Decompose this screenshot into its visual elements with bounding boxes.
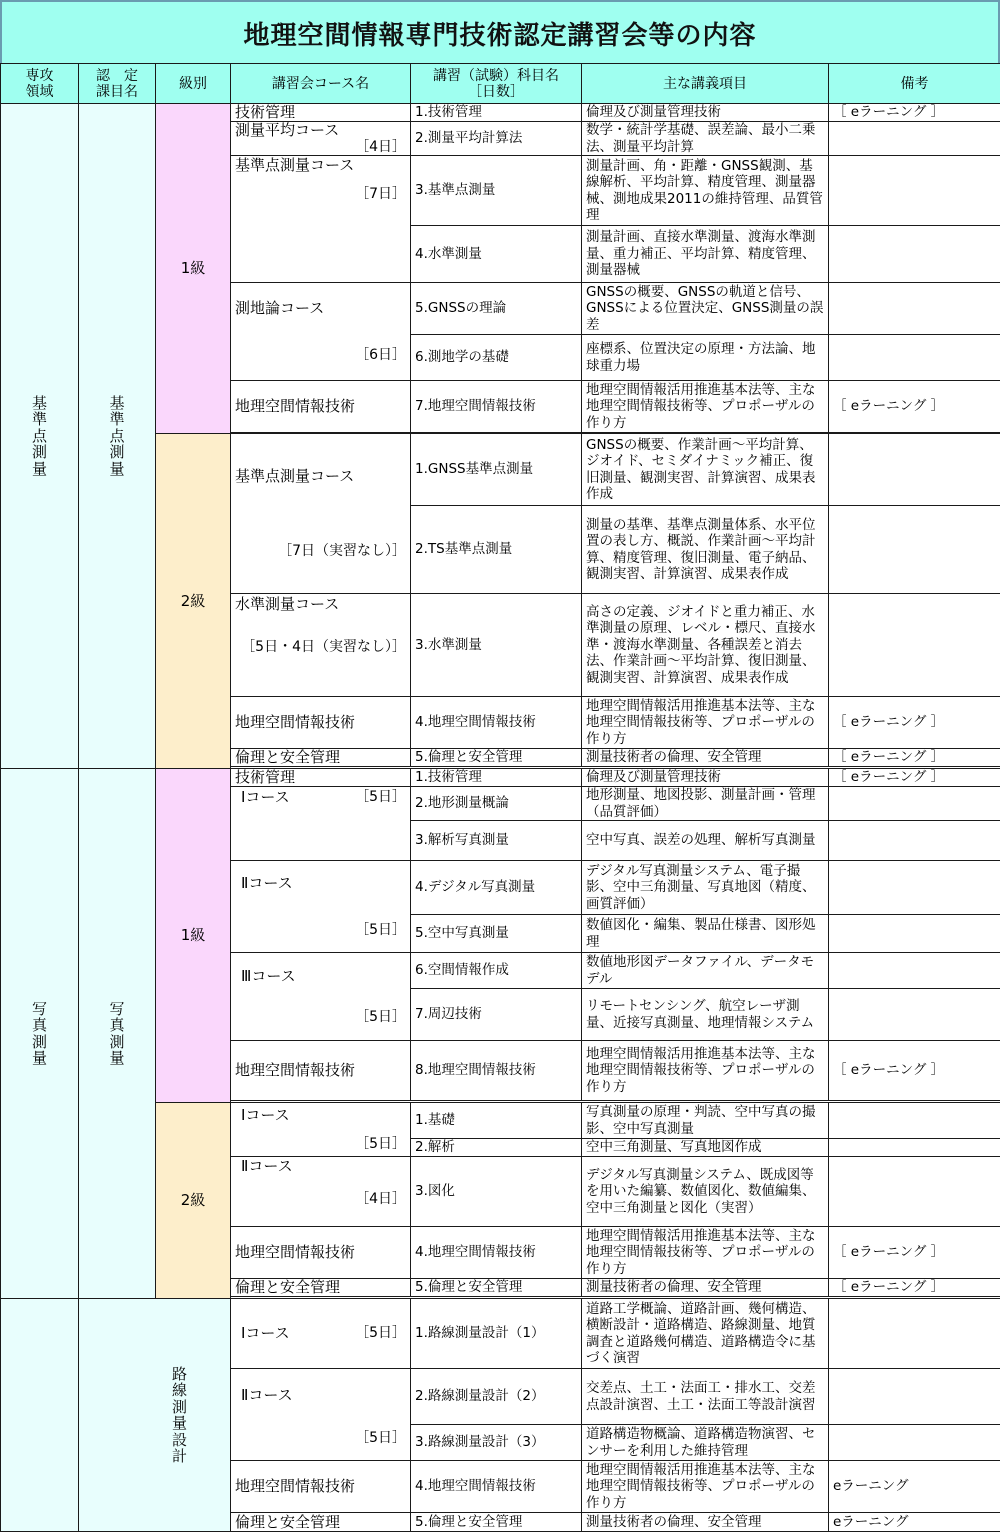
- remarks: [829, 594, 1000, 697]
- lecture-items: 倫理及び測量管理技術: [582, 104, 829, 122]
- lecture-items: 地理空間情報活用推進基本法等、主な地理空間情報技術等、プロポーザルの作り方: [582, 1227, 829, 1279]
- lecture-items: 地理空間情報活用推進基本法等、主な地理空間情報技術等、プロポーザルの作り方: [582, 1041, 829, 1101]
- lecture-items: 倫理及び測量管理技術: [582, 769, 829, 787]
- course-name: 地理空間情報技術: [231, 1461, 411, 1513]
- level-1: 1級: [156, 769, 231, 1103]
- course-rosen-2: Ⅱコース ［5日］: [231, 1369, 411, 1461]
- course-name: 地理空間情報技術: [231, 1041, 411, 1101]
- subject: 5.倫理と安全管理: [411, 749, 582, 767]
- cert-shashin: 写 真 測 量: [79, 769, 156, 1299]
- level-1: 1級: [156, 104, 231, 434]
- lecture-items: 測量技術者の倫理、安全管理: [582, 749, 829, 767]
- course-shashin-k1: Ⅰコース ［5日］: [231, 1103, 411, 1157]
- lecture-items: 測量の基準、基準点測量体系、水平位置の表し方、概説、作業計画～平均計算、精度管理、復旧測量、電子納品、観測実習、計算演習、成果表作成: [582, 506, 829, 594]
- header-level: 級別: [156, 64, 231, 104]
- lecture-items: 地理空間情報活用推進基本法等、主な地理空間情報技術等、プロポーザルの作り方: [582, 1461, 829, 1513]
- remarks: [829, 861, 1000, 915]
- course-shashin-3: Ⅲコース ［5日］: [231, 953, 411, 1041]
- subject: 4.水準測量: [411, 226, 582, 283]
- course-table: [0, 63, 1000, 1532]
- remarks: [829, 821, 1000, 861]
- lecture-items: 空中三角測量、写真地図作成: [582, 1139, 829, 1157]
- subject: 1.技術管理: [411, 769, 582, 787]
- subject: 3.路線測量設計（3）: [411, 1425, 582, 1461]
- course-rosen-1: Ⅰコース ［5日］: [231, 1299, 411, 1369]
- lecture-items: 測量計画、直接水準測量、渡海水準測量、重力補正、平均計算、精度管理、測量器械: [582, 226, 829, 283]
- lecture-items: 数値図化・編集、製品仕様書、図形処理: [582, 915, 829, 953]
- remarks: [829, 156, 1000, 226]
- lecture-items: デジタル写真測量システム、電子撮影、空中三角測量、写真地図（精度、画質評価）: [582, 861, 829, 915]
- course-shashin-k2: Ⅱコース ［4日］: [231, 1157, 411, 1227]
- remarks: [829, 122, 1000, 156]
- header-subject: 講習（試験）科目名 ［日数］: [411, 64, 582, 104]
- remarks: [829, 915, 1000, 953]
- remarks: [829, 283, 1000, 335]
- remarks: ［ eラーニング ］: [829, 749, 1000, 767]
- subject: 1.GNSS基準点測量: [411, 434, 582, 506]
- subject: 7.周辺技術: [411, 989, 582, 1041]
- remarks: [829, 1299, 1000, 1369]
- remarks: eラーニング: [829, 1513, 1000, 1532]
- page-title: 地理空間情報専門技術認定講習会等の内容: [0, 0, 1000, 66]
- header-area: 専攻 領域: [1, 64, 79, 104]
- remarks: ［ eラーニング ］: [829, 697, 1000, 749]
- remarks: [829, 1425, 1000, 1461]
- level-2: 2級: [156, 1103, 231, 1299]
- area-rosen: [1, 1299, 79, 1532]
- table-row: [1, 104, 1000, 122]
- course-name: 技術管理: [231, 104, 411, 122]
- header-course: 講習会コース名: [231, 64, 411, 104]
- cert-rosen: 路 線 測 量 設 計: [79, 1299, 231, 1532]
- cert-kijun: 基 準 点 測 量: [79, 104, 156, 769]
- lecture-items: 測量計画、角・距離・GNSS観測、基線解析、平均計算、精度管理、測量器械、測地成果2011の維持管理、品質管理: [582, 156, 829, 226]
- lecture-items: 地形測量、地図投影、測量計画・管理（品質評価）: [582, 787, 829, 821]
- lecture-items: 座標系、位置決定の原理・方法論、地球重力場: [582, 335, 829, 381]
- lecture-items: デジタル写真測量システム、既成図等を用いた編纂、数値図化、数値編集、空中三角測量と図化（実習）: [582, 1157, 829, 1227]
- lecture-items: 高さの定義、ジオイドと重力補正、水準測量の原理、レベル・標尺、直接水準・渡海水準測量、各種誤差と消去法、作業計画～平均計算、復旧測量、観測実習、計算演習、成果表作成: [582, 594, 829, 697]
- lecture-items: 道路構造物概論、道路構造物演習、センサーを利用した維持管理: [582, 1425, 829, 1461]
- remarks: ［ eラーニング ］: [829, 381, 1000, 433]
- subject: 2.測量平均計算法: [411, 122, 582, 156]
- course-name: 地理空間情報技術: [231, 381, 411, 433]
- remarks: [829, 506, 1000, 594]
- subject: 6.空間情報作成: [411, 953, 582, 989]
- course-name: 倫理と安全管理: [231, 749, 411, 767]
- subject: 2.解析: [411, 1139, 582, 1157]
- header-items: 主な講義項目: [582, 64, 829, 104]
- course-name: 地理空間情報技術: [231, 1227, 411, 1279]
- subject: 5.倫理と安全管理: [411, 1279, 582, 1297]
- header-cert: 認 定 課目名: [79, 64, 156, 104]
- remarks: [829, 1157, 1000, 1227]
- lecture-items: 数学・統計学基礎、誤差論、最小二乗法、測量平均計算: [582, 122, 829, 156]
- remarks: ［ eラーニング ］: [829, 104, 1000, 122]
- subject: 4.地理空間情報技術: [411, 697, 582, 749]
- course-heikin: 測量平均コース ［4日］: [231, 122, 411, 156]
- remarks: [829, 989, 1000, 1041]
- remarks: [829, 226, 1000, 283]
- remarks: ［ eラーニング ］: [829, 1041, 1000, 1101]
- course-name: 倫理と安全管理: [231, 1513, 411, 1532]
- lecture-items: 地理空間情報活用推進基本法等、主な地理空間情報技術等、プロポーザルの作り方: [582, 381, 829, 433]
- subject: 8.地理空間情報技術: [411, 1041, 582, 1101]
- course-name: 技術管理: [231, 769, 411, 787]
- subject: 7.地理空間情報技術: [411, 381, 582, 433]
- remarks: ［ eラーニング ］: [829, 1279, 1000, 1297]
- remarks: eラーニング: [829, 1461, 1000, 1513]
- course-kijun-2: 基準点測量コース ［7日（実習なし）］: [231, 434, 411, 594]
- lecture-items: 地理空間情報活用推進基本法等、主な地理空間情報技術等、プロポーザルの作り方: [582, 697, 829, 749]
- subject: 5.倫理と安全管理: [411, 1513, 582, 1532]
- remarks: [829, 1139, 1000, 1157]
- lecture-items: 交差点、土工・法面工・排水工、交差点設計演習、土工・法面工等設計演習: [582, 1369, 829, 1425]
- subject: 3.水準測量: [411, 594, 582, 697]
- remarks: [829, 335, 1000, 381]
- lecture-items: 空中写真、誤差の処理、解析写真測量: [582, 821, 829, 861]
- subject: 2.地形測量概論: [411, 787, 582, 821]
- course-name: 地理空間情報技術: [231, 697, 411, 749]
- course-shashin-1: Ⅰコース ［5日］: [231, 787, 411, 861]
- table-row: [1, 769, 1000, 787]
- remarks: [829, 434, 1000, 506]
- course-shashin-2: Ⅱコース ［5日］: [231, 861, 411, 953]
- subject: 4.地理空間情報技術: [411, 1227, 582, 1279]
- lecture-items: 測量技術者の倫理、安全管理: [582, 1279, 829, 1297]
- subject: 3.基準点測量: [411, 156, 582, 226]
- subject: 6.測地学の基礎: [411, 335, 582, 381]
- subject: 1.路線測量設計（1）: [411, 1299, 582, 1369]
- subject: 4.デジタル写真測量: [411, 861, 582, 915]
- table-row: [1, 1299, 1000, 1369]
- lecture-items: GNSSの概要、作業計画～平均計算、ジオイド、セミダイナミック補正、復旧測量、観測実習、計算演習、成果表作成: [582, 434, 829, 506]
- header-remarks: 備考: [829, 64, 1000, 104]
- subject: 3.解析写真測量: [411, 821, 582, 861]
- course-kijun: 基準点測量コース ［7日］: [231, 156, 411, 283]
- remarks: ［ eラーニング ］: [829, 769, 1000, 787]
- subject: 1.技術管理: [411, 104, 582, 122]
- remarks: [829, 953, 1000, 989]
- header-row: [1, 64, 1000, 104]
- lecture-items: 写真測量の原理・判読、空中写真の撮影、空中写真測量: [582, 1103, 829, 1139]
- lecture-items: 測量技術者の倫理、安全管理: [582, 1513, 829, 1532]
- lecture-items: リモートセンシング、航空レーザ測量、近接写真測量、地理情報システム: [582, 989, 829, 1041]
- subject: 5.空中写真測量: [411, 915, 582, 953]
- subject: 1.基礎: [411, 1103, 582, 1139]
- lecture-items: GNSSの概要、GNSSの軌道と信号、GNSSによる位置決定、GNSS測量の誤差: [582, 283, 829, 335]
- remarks: [829, 787, 1000, 821]
- subject: 2.TS基準点測量: [411, 506, 582, 594]
- subject: 2.路線測量設計（2）: [411, 1369, 582, 1425]
- subject: 5.GNSSの理論: [411, 283, 582, 335]
- area-kijun: 基 準 点 測 量: [1, 104, 79, 769]
- remarks: ［ eラーニング ］: [829, 1227, 1000, 1279]
- lecture-items: 道路工学概論、道路計画、幾何構造、横断設計・道路構造、路線測量、地質調査と道路幾何構造、道路構造令に基づく演習: [582, 1299, 829, 1369]
- area-shashin: 写 真 測 量: [1, 769, 79, 1299]
- course-sokuchi: 測地論コース ［6日］: [231, 283, 411, 381]
- level-2: 2級: [156, 434, 231, 769]
- subject: 3.図化: [411, 1157, 582, 1227]
- course-suijun: 水準測量コース ［5日・4日（実習なし）］: [231, 594, 411, 697]
- remarks: [829, 1103, 1000, 1139]
- course-name: 倫理と安全管理: [231, 1279, 411, 1297]
- subject: 4.地理空間情報技術: [411, 1461, 582, 1513]
- remarks: [829, 1369, 1000, 1425]
- lecture-items: 数値地形図データファイル、データモデル: [582, 953, 829, 989]
